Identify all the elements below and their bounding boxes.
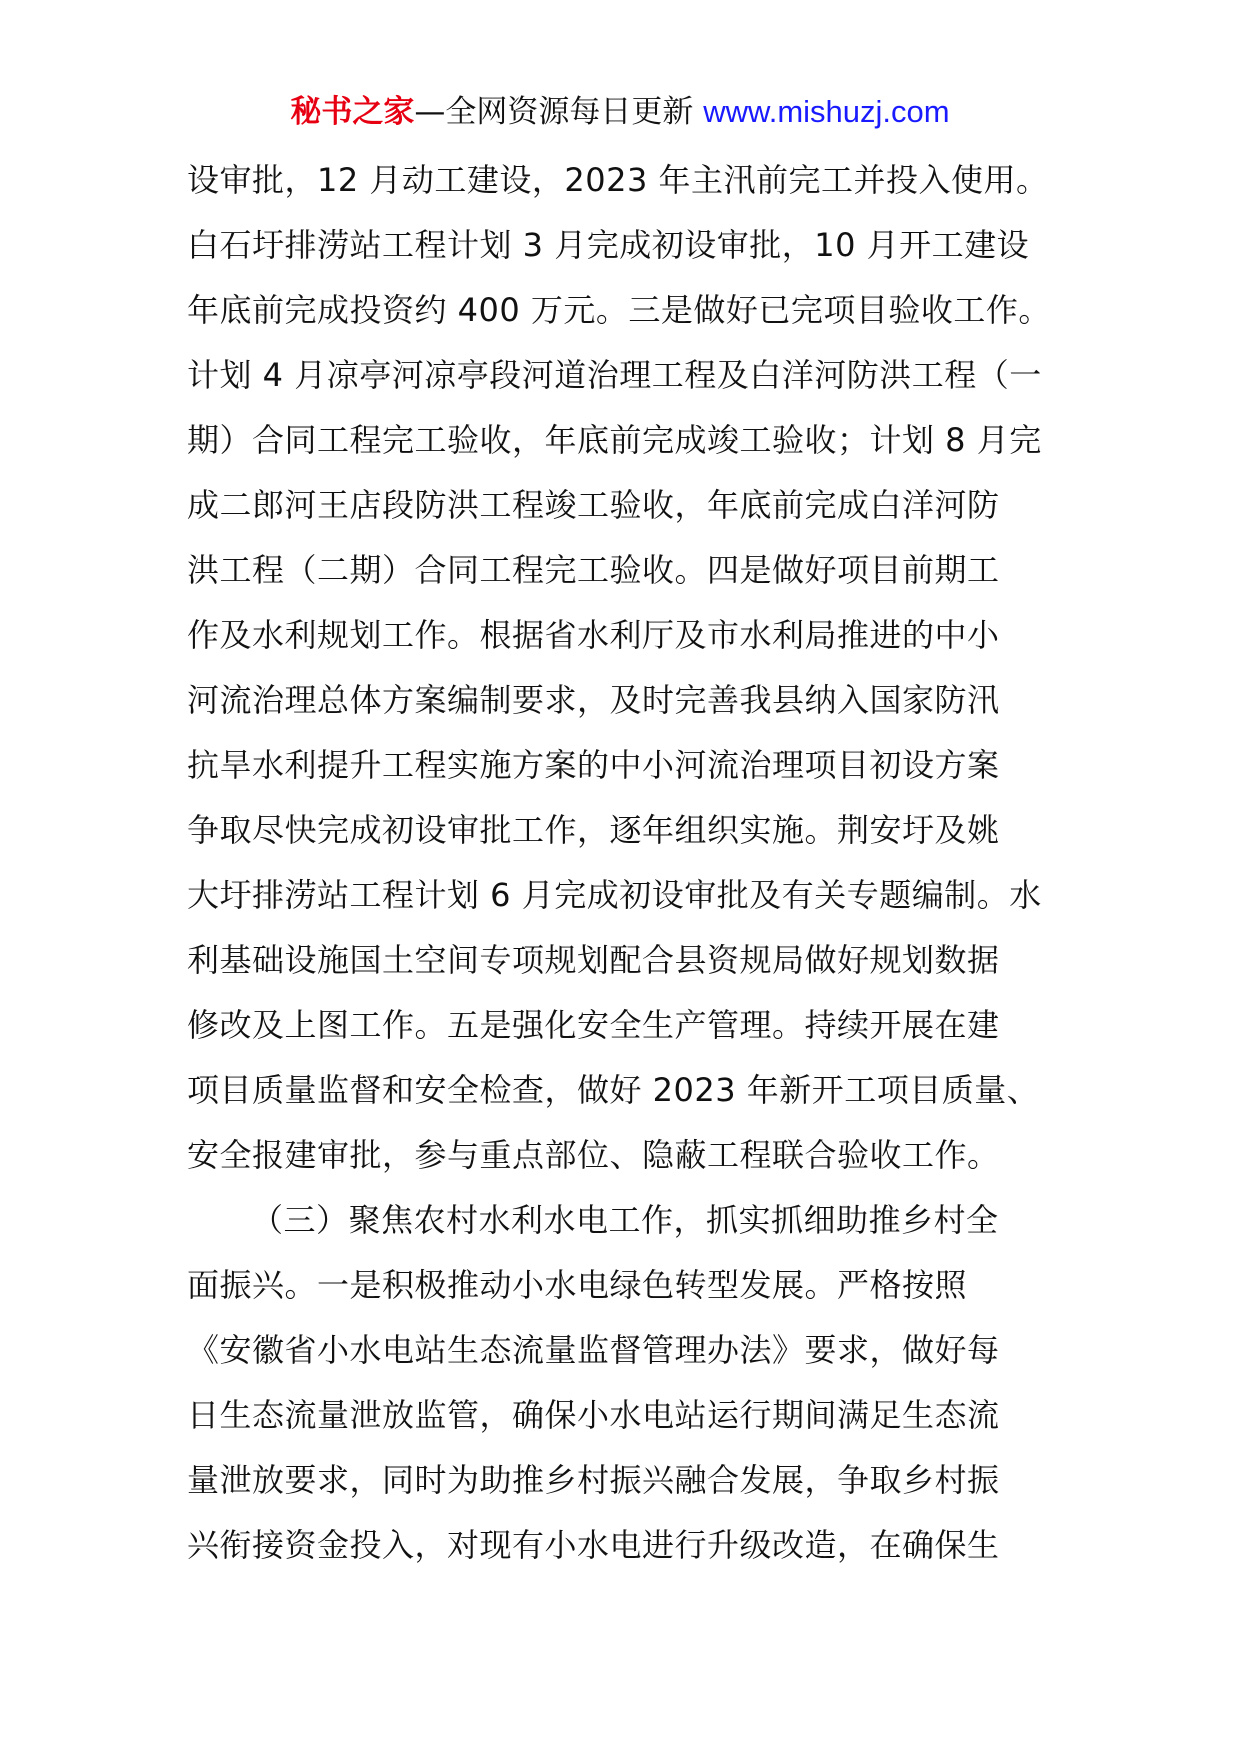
body-line: 河流治理总体方案编制要求，及时完善我县纳入国家防汛 (187, 681, 1000, 719)
section-heading-line: （三）聚焦农村水利水电工作，抓实抓细助推乡村全 (251, 1201, 999, 1239)
body-line: 期）合同工程完工验收，年底前完成竣工验收；计划 8 月完 (187, 421, 1042, 459)
body-line: 安全报建审批，参与重点部位、隐蔽工程联合验收工作。 (187, 1136, 1000, 1174)
body-line: 日生态流量泄放监管，确保小水电站运行期间满足生态流 (187, 1396, 1000, 1434)
brand-name: 秘书之家 (290, 94, 415, 130)
body-line: 成二郎河王店段防洪工程竣工验收，年底前完成白洋河防 (187, 486, 1000, 524)
body-line: 利基础设施国土空间专项规划配合县资规局做好规划数据 (187, 941, 1000, 979)
body-line: 面振兴。一是积极推动小水电绿色转型发展。严格按照 (187, 1266, 968, 1304)
body-line: 白石圩排涝站工程计划 3 月完成初设审批，10 月开工建设 (187, 226, 1030, 264)
body-line: 计划 4 月凉亭河凉亭段河道治理工程及白洋河防洪工程（一 (187, 356, 1042, 394)
body-line: 争取尽快完成初设审批工作，逐年组织实施。荆安圩及姚 (187, 811, 1000, 849)
body-line: 大圩排涝站工程计划 6 月完成初设审批及有关专题编制。水 (187, 876, 1042, 914)
body-line: 修改及上图工作。五是强化安全生产管理。持续开展在建 (187, 1006, 1000, 1044)
body-line: 兴衔接资金投入，对现有小水电进行升级改造，在确保生 (187, 1526, 1000, 1564)
body-line: 年底前完成投资约 400 万元。三是做好已完项目验收工作。 (187, 291, 1051, 329)
body-line: 《安徽省小水电站生态流量监督管理办法》要求，做好每 (187, 1331, 1000, 1369)
site-url-link[interactable]: www.mishuzj.com (703, 94, 950, 129)
body-line: 抗旱水利提升工程实施方案的中小河流治理项目初设方案 (187, 746, 1000, 784)
document-body (187, 148, 1057, 1578)
body-line: 作及水利规划工作。根据省水利厅及市水利局推进的中小 (187, 616, 1000, 654)
site-watermark-header (0, 92, 1240, 132)
body-line: 量泄放要求，同时为助推乡村振兴融合发展，争取乡村振 (187, 1461, 1000, 1499)
header-tagline: —全网资源每日更新 (414, 94, 704, 130)
body-line: 项目质量监督和安全检查，做好 2023 年新开工项目质量、 (187, 1071, 1040, 1109)
body-line: 设审批，12 月动工建设，2023 年主汛前完工并投入使用。 (187, 161, 1049, 199)
body-line: 洪工程（二期）合同工程完工验收。四是做好项目前期工 (187, 551, 1000, 589)
